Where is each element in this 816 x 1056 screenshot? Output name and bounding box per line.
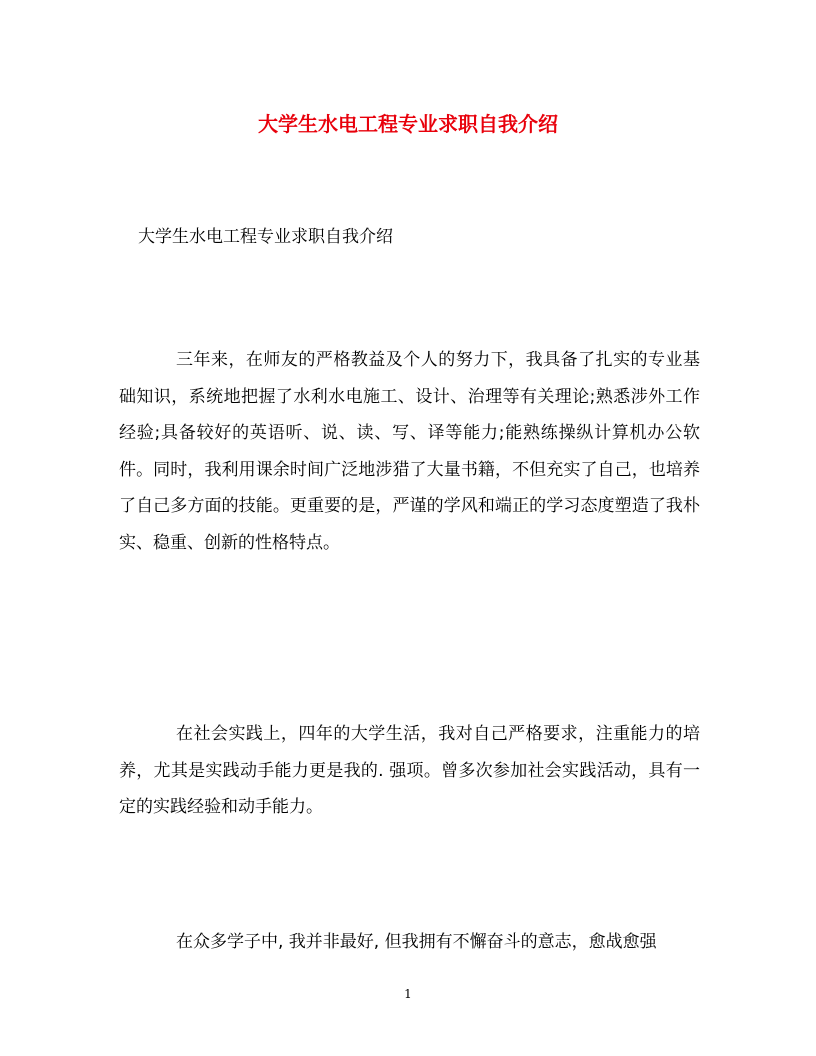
paragraph-practice: 在社会实践上，四年的大学生活，我对自己严格要求，注重能力的培养，尤其是实践动手能力更是我的. 强项。曾多次参加社会实践活动，具有一定的实践经验和动手能力。 bbox=[119, 724, 700, 818]
paragraph-education: 三年来，在师友的严格教益及个人的努力下，我具备了扎实的专业基础知识，系统地把握了水利水电施工、设计、治理等有关理论;熟悉涉外工作经验;具备较好的英语听、说、读、写、译等能力;能熟练操纵计算机办公软件。同时，我利用课余时间广泛地涉猎了大量书籍，不但充实了自己，也培养了自己多方面的技能。更重要的是，严谨的学风和端正的学习态度塑造了我朴实、稳重、创新的性格特点。 bbox=[119, 350, 700, 553]
page-number: 1 bbox=[404, 987, 412, 1001]
document-subtitle: 大学生水电工程专业求职自我介绍 bbox=[138, 227, 393, 247]
paragraph-motivation: 在众多学子中, 我并非最好, 但我拥有不懈奋斗的意志，愈战愈强 bbox=[176, 932, 657, 952]
document-title: 大学生水电工程专业求职自我介绍 bbox=[258, 112, 558, 136]
